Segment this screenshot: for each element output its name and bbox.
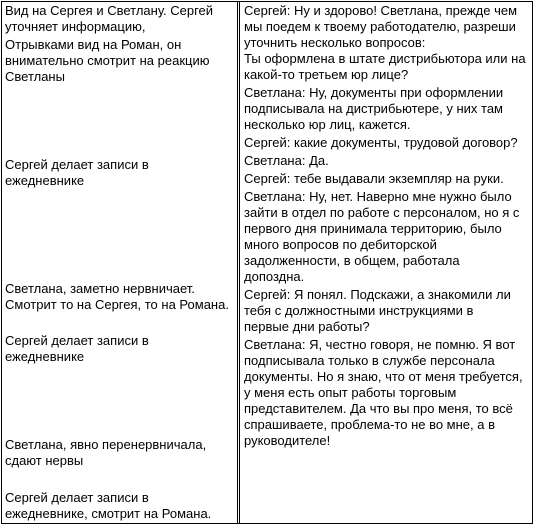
line: много вопросов по дебиторской [244, 237, 437, 252]
note-line: Светлана, явно перенервничала, [5, 437, 207, 452]
left-note-4 [5, 281, 233, 313]
line: у меня есть опыт работы торговым [244, 385, 457, 400]
line: тебя с должностными инструкциями в [244, 303, 474, 318]
left-note-7 [5, 490, 233, 522]
line: руководителе! [244, 433, 331, 448]
line: какой-то третьем юр лице? [244, 67, 409, 82]
note-line: Сергей делает записи в [5, 490, 149, 505]
line: Светлана: Ну, нет. Наверно мне нужно было [244, 189, 512, 204]
note-line: Светлана, заметно нервничает. [5, 281, 195, 296]
line: задолженности, в общем, работала [244, 253, 460, 268]
column-divider [237, 2, 240, 523]
dialogue-line-8 [244, 337, 530, 449]
note-line: Сергей делает записи в [5, 157, 149, 172]
line: подписывала на дистрибьютере, у них там [244, 101, 503, 116]
note-line: Смотрит то на Сергея, то на Романа. [5, 297, 229, 312]
dialogue [244, 3, 530, 451]
note-line: Отрывками вид на Роман, он [5, 37, 182, 52]
left-note-1 [5, 3, 233, 35]
line: уточнить несколько вопросов: [244, 35, 426, 50]
note-line: ежедневнике [5, 173, 85, 188]
note-line: сдают нервы [5, 453, 84, 468]
note-line: Сергей делает записи в [5, 333, 149, 348]
left-note-5 [5, 333, 233, 365]
left-note-2 [5, 37, 233, 85]
line: несколько юр лиц, кажется. [244, 117, 411, 132]
left-note-3 [5, 157, 233, 189]
line: мы поедем к твоему работодателю, разреши [244, 19, 516, 34]
dialogue-line-4 [244, 153, 530, 169]
line: допоздна. [244, 269, 305, 284]
line: спрашиваете, проблема-то не во мне, а в [244, 417, 496, 432]
note-line: ежедневнике [5, 349, 85, 364]
note-line: Светланы [5, 69, 65, 84]
dialogue-line-2 [244, 85, 530, 133]
line: Сергей: Ну и здорово! Светлана, прежде чем [244, 3, 518, 18]
dialogue-line-6 [244, 189, 530, 285]
line: зайти в отдел по работе с персоналом, но я с [244, 205, 520, 220]
line: представителем. Да что вы про меня, то всё [244, 401, 513, 416]
line: первые дни работы? [244, 319, 370, 334]
line: Ты оформлена в штате дистрибьютора или на [244, 51, 526, 66]
note-line: внимательно смотрит на реакцию [5, 53, 210, 68]
line: первого дня принимала территорию, было [244, 221, 502, 236]
line: подписывала только в службе персонала [244, 353, 495, 368]
note-line: уточняет информацию, [5, 19, 146, 34]
dialogue-line-7 [244, 287, 530, 335]
line: Светлана: Да. [244, 153, 329, 168]
dialogue-line-3 [244, 135, 530, 151]
line: Светлана: Ну, документы при оформлении [244, 85, 504, 100]
line: Сергей: какие документы, трудовой договор? [244, 135, 518, 150]
line: Сергей: тебе выдавали экземпляр на руки. [244, 171, 504, 186]
note-line: Вид на Сергея и Светлану. Сергей [5, 3, 214, 18]
note-line: ежедневнике, смотрит на Романа. [5, 506, 212, 521]
line: Светлана: Я, честно говоря, не помню. Я вот [244, 337, 516, 352]
dialogue-line-5 [244, 171, 530, 187]
left-note-6 [5, 437, 233, 469]
line: документы. Но я знаю, что от меня требуется, [244, 369, 523, 384]
line: Сергей: Я понял. Подскажи, а знакомили ли [244, 287, 511, 302]
dialogue-line-1 [244, 3, 530, 83]
